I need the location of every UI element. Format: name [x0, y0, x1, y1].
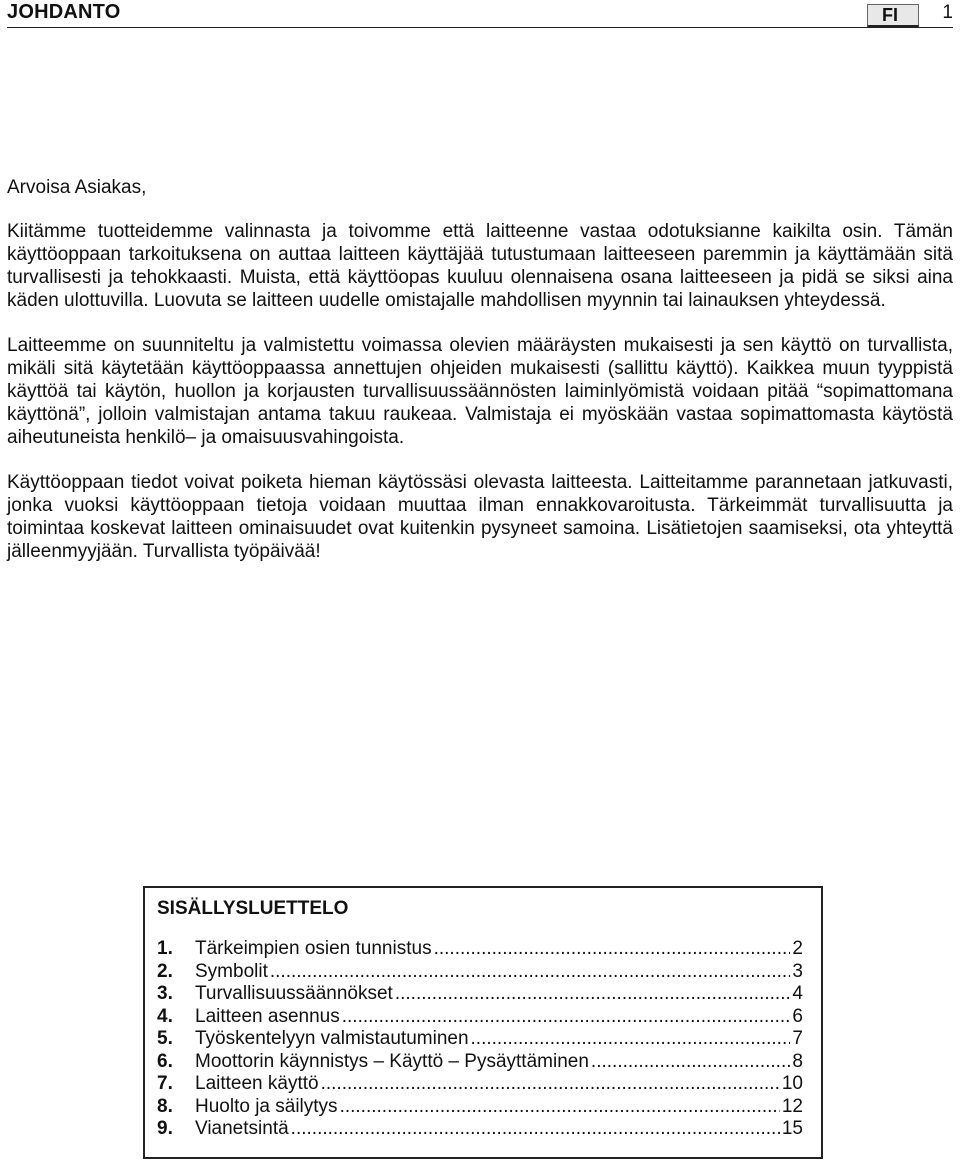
- toc-list: [157, 938, 809, 1141]
- section-title: JOHDANTO: [7, 1, 121, 23]
- toc-leader-dots: [471, 1028, 791, 1051]
- toc-item-page: 2: [792, 938, 803, 959]
- toc-title: SISÄLLYSLUETTELO: [157, 898, 349, 919]
- toc-item-label: Työskentelyyn valmistautuminen: [195, 1028, 469, 1049]
- page-header: [7, 0, 953, 32]
- toc-leader-dots: [291, 1118, 780, 1141]
- toc-item-number: 9.: [157, 1118, 173, 1139]
- intro-paragraph: Laitteemme on suunniteltu ja valmistettu voimassa olevien määräysten mukaisesti ja sen käyttö on turvallista, mikäli sitä käytetään käyttöoppaassa annettujen ohjeiden mukaisesti (sallittu käyttö). Kaikkea muun tyyppistä käyttöä tai käytön, huollon ja korjausten turvallisuussäännösten laiminlyömistä voidaan pitää “sopimattomana käyttönä”, jolloin valmistajan antama takuu raukeaa. Valmistaja ei myöskään vastaa sopimattomasta käytöstä aiheutuneista henkilö– ja omaisuusvahingoista.: [7, 335, 953, 448]
- toc-item[interactable]: [157, 1006, 809, 1029]
- page-number: 1: [942, 2, 953, 23]
- toc-item[interactable]: [157, 1096, 809, 1119]
- intro-paragraph: Kiitämme tuotteidemme valinnasta ja toivomme että laitteenne vastaa odotuksianne kaikilta osin. Tämän käyttöoppaan tarkoituksena on auttaa laitteen käyttäjää tutustumaan laitteeseen paremmin ja käyttämään sitä turvallisesti ja tehokkaasti. Muista, että käyttöopas kuuluu olennaisena osana laitteeseen ja pidä se siksi aina käden ulottuvilla. Luovuta se laitteen uudelle omistajalle mahdollisen myynnin tai lainauksen yhteydessä.: [7, 221, 953, 311]
- toc-item[interactable]: [157, 961, 809, 984]
- toc-item-number: 4.: [157, 1005, 173, 1027]
- toc-item-number: 1.: [157, 938, 173, 959]
- toc-item-number: 5.: [157, 1028, 173, 1049]
- toc-item-label: Symbolit: [195, 960, 268, 982]
- toc-item-label: Tärkeimpien osien tunnistus: [195, 938, 432, 959]
- toc-item-label: Turvallisuussäännökset: [195, 983, 393, 1004]
- language-badge: FI: [867, 4, 919, 28]
- toc-item-label: Moottorin käynnistys – Käyttö – Pysäyttäminen: [195, 1050, 589, 1072]
- toc-item-page: 4: [792, 983, 803, 1004]
- toc-item-page: 8: [792, 1050, 803, 1072]
- toc-item-number: 8.: [157, 1095, 173, 1117]
- toc-item-number: 2.: [157, 960, 173, 982]
- toc-leader-dots: [342, 1006, 791, 1029]
- toc-item-page: 15: [781, 1118, 803, 1139]
- toc-leader-dots: [395, 983, 791, 1006]
- toc-item[interactable]: [157, 1073, 809, 1096]
- toc-item[interactable]: [157, 983, 809, 1006]
- intro-paragraph: Käyttöoppaan tiedot voivat poiketa hieman käytössäsi olevasta laitteesta. Laitteitamme parannetaan jatkuvasti, jonka vuoksi käyttöoppaan tietoja voidaan muuttaa ilman ennakkovaroitusta. Tärkeimmät turvallisuutta ja toimintaa koskevat laitteen ominaisuudet ovat kuitenkin pysyneet samoina. Lisätietojen saamiseksi, ota yhteyttä jälleenmyyjään. Turvallista työpäivää!: [7, 472, 953, 562]
- toc-item-page: 3: [792, 960, 803, 982]
- toc-item-page: 10: [781, 1073, 803, 1094]
- toc-item-page: 12: [781, 1095, 803, 1117]
- table-of-contents: [143, 886, 823, 1159]
- toc-item[interactable]: [157, 1118, 809, 1141]
- toc-item-label: Huolto ja säilytys: [195, 1095, 338, 1117]
- toc-item-label: Laitteen käyttö: [195, 1073, 319, 1094]
- toc-item-page: 6: [792, 1005, 803, 1027]
- toc-item-page: 7: [792, 1028, 803, 1049]
- header-divider: [7, 27, 953, 28]
- toc-leader-dots: [270, 961, 791, 984]
- salutation: Arvoisa Asiakas,: [7, 177, 147, 198]
- toc-leader-dots: [434, 938, 791, 961]
- toc-item[interactable]: [157, 938, 809, 961]
- toc-leader-dots: [321, 1073, 780, 1096]
- toc-item[interactable]: [157, 1051, 809, 1074]
- toc-item-label: Laitteen asennus: [195, 1005, 340, 1027]
- toc-leader-dots: [340, 1096, 780, 1119]
- intro-body: [7, 176, 953, 585]
- toc-item[interactable]: [157, 1028, 809, 1051]
- toc-item-number: 6.: [157, 1050, 173, 1072]
- toc-item-number: 3.: [157, 983, 173, 1004]
- toc-item-number: 7.: [157, 1073, 173, 1094]
- toc-leader-dots: [591, 1051, 791, 1074]
- toc-item-label: Vianetsintä: [195, 1118, 289, 1139]
